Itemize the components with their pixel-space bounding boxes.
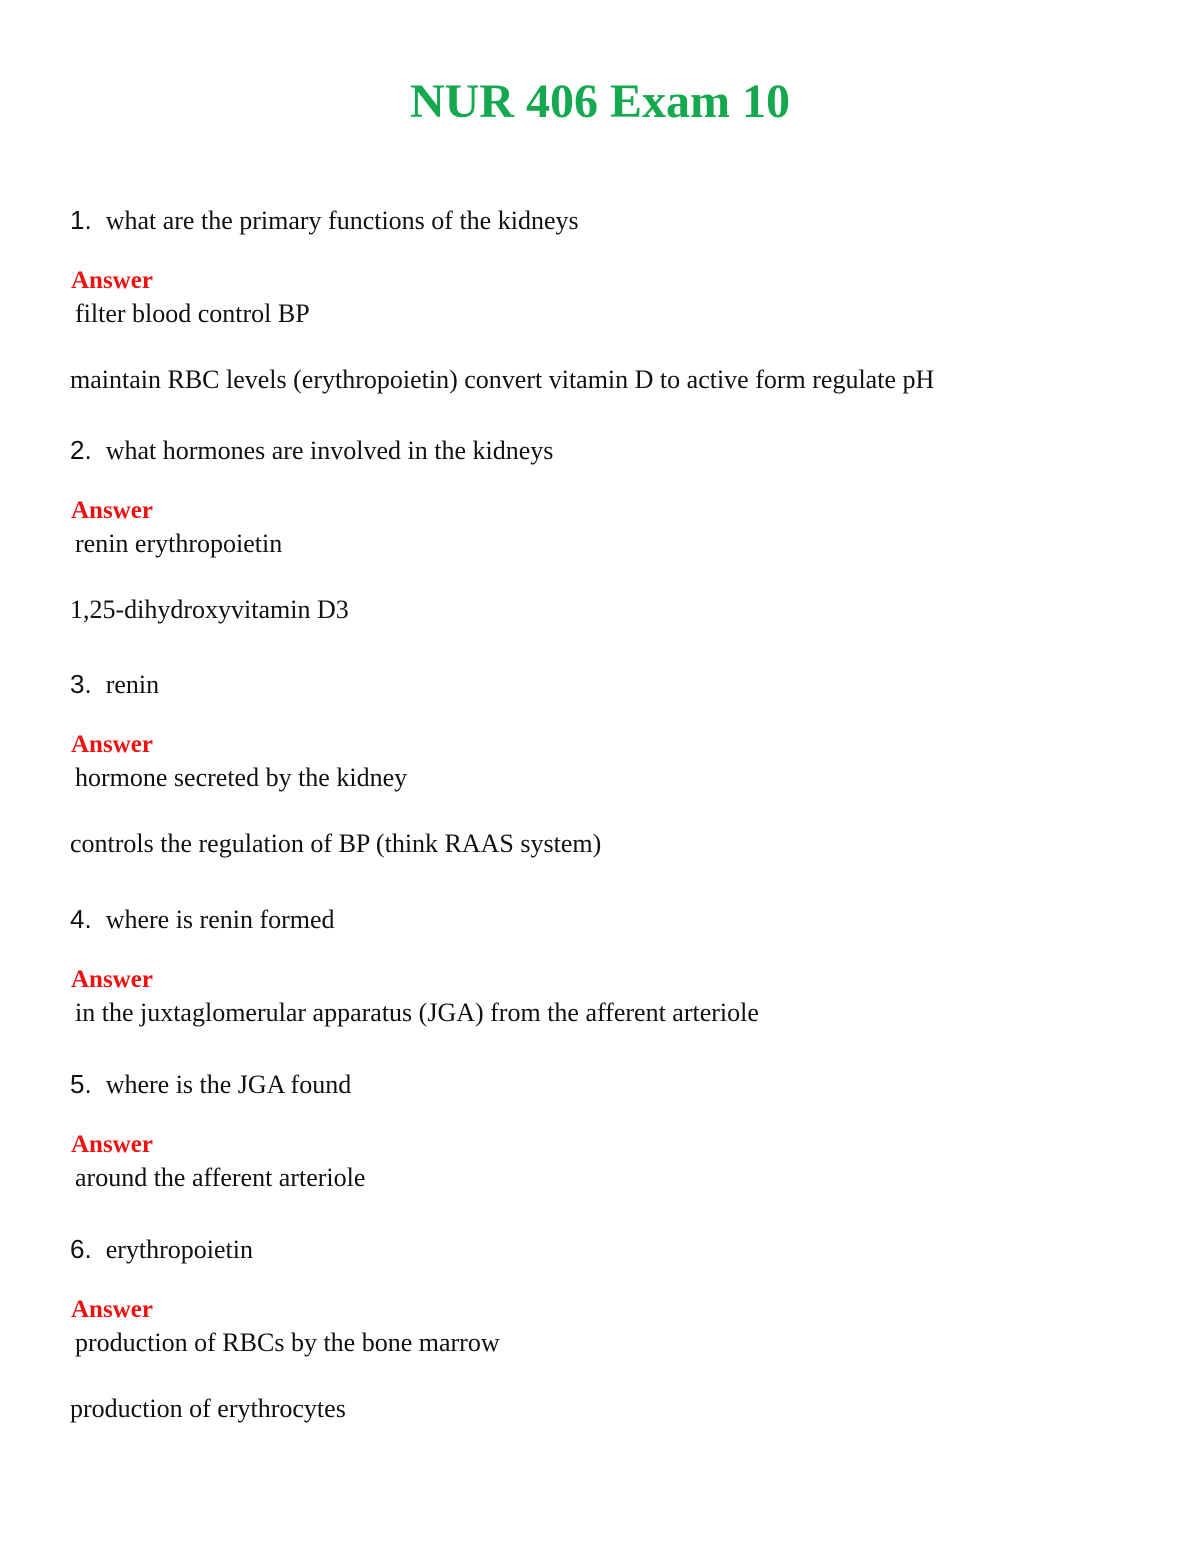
answer-label: Answer <box>71 1296 153 1323</box>
question-number: 5. <box>70 1069 92 1099</box>
question-text: renin <box>105 670 160 699</box>
question-text: what hormones are involved in the kidneys <box>105 436 554 465</box>
question-text: erythropoietin <box>105 1235 253 1264</box>
answer-label: Answer <box>71 267 153 294</box>
answer-label: Answer <box>71 497 153 524</box>
answer-extra-text: maintain RBC levels (erythropoietin) convert vitamin D to active form regulate pH <box>70 365 935 394</box>
answer-text: renin erythropoietin <box>75 529 283 558</box>
document-title: NUR 406 Exam 10 <box>410 75 790 128</box>
answer-label: Answer <box>71 731 153 758</box>
question <box>70 903 335 940</box>
answer-extra-text: production of erythrocytes <box>70 1394 346 1423</box>
question-number: 6. <box>70 1234 92 1264</box>
answer-text: hormone secreted by the kidney <box>75 763 408 792</box>
question <box>70 1233 253 1270</box>
answer-text: production of RBCs by the bone marrow <box>75 1328 500 1357</box>
answer-text: in the juxtaglomerular apparatus (JGA) from the afferent arteriole <box>75 998 759 1027</box>
question-text: where is renin formed <box>105 905 335 934</box>
answer-label: Answer <box>71 966 153 993</box>
question-text: where is the JGA found <box>105 1070 352 1099</box>
question <box>70 204 579 241</box>
answer-text: around the afferent arteriole <box>75 1163 366 1192</box>
question-number: 1. <box>70 205 92 235</box>
answer-extra-text: controls the regulation of BP (think RAAS system) <box>70 829 602 858</box>
answer-label: Answer <box>71 1131 153 1158</box>
question-number: 4. <box>70 904 92 934</box>
answer-text: filter blood control BP <box>75 299 310 328</box>
question <box>70 434 553 471</box>
question-text: what are the primary functions of the kidneys <box>105 206 579 235</box>
question-number: 2. <box>70 435 92 465</box>
question-number: 3. <box>70 669 92 699</box>
answer-extra-text: 1,25-dihydroxyvitamin D3 <box>70 595 349 624</box>
question <box>70 668 159 705</box>
question <box>70 1068 351 1105</box>
